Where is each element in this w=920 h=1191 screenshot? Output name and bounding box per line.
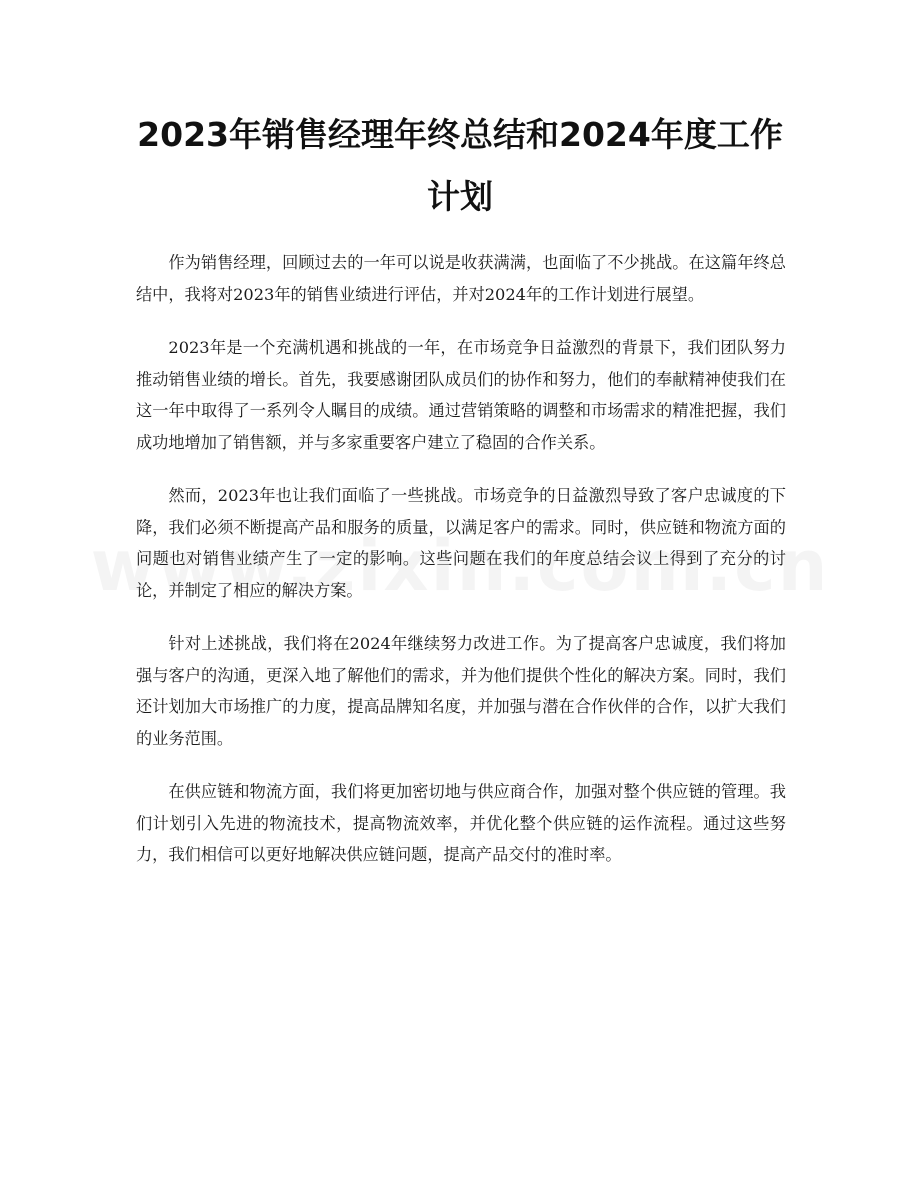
document-title: 2023年销售经理年终总结和2024年度工作计划 [137, 115, 783, 216]
paragraph-5: 在供应链和物流方面，我们将更加密切地与供应商合作，加强对整个供应链的管理。我们计划引入先进的物流技术，提高物流效率，并优化整个供应链的运作流程。通过这些努力，我们相信可以更好地解决供应链问题，提高产品交付的准时率。 [136, 782, 786, 864]
paragraph-3: 然而，2023年也让我们面临了一些挑战。市场竞争的日益激烈导致了客户忠诚度的下降，我们必须不断提高产品和服务的质量，以满足客户的需求。同时，供应链和物流方面的问题也对销售业绩产生了一定的影响。这些问题在我们的年度总结会议上得到了充分的讨论，并制定了相应的解决方案。 [136, 486, 786, 600]
document-body [136, 247, 786, 893]
paragraph-4: 针对上述挑战，我们将在2024年继续努力改进工作。为了提高客户忠诚度，我们将加强与客户的沟通，更深入地了解他们的需求，并为他们提供个性化的解决方案。同时，我们还计划加大市场推广的力度，提高品牌知名度，并加强与潜在合作伙伴的合作，以扩大我们的业务范围。 [136, 634, 786, 748]
paragraph-2: 2023年是一个充满机遇和挑战的一年，在市场竞争日益激烈的背景下，我们团队努力推动销售业绩的增长。首先，我要感谢团队成员们的协作和努力，他们的奉献精神使我们在这一年中取得了一系列令人瞩目的成绩。通过营销策略的调整和市场需求的精准把握，我们成功地增加了销售额，并与多家重要客户建立了稳固的合作关系。 [136, 338, 786, 452]
paragraph-1: 作为销售经理，回顾过去的一年可以说是收获满满，也面临了不少挑战。在这篇年终总结中，我将对2023年的销售业绩进行评估，并对2024年的工作计划进行展望。 [136, 253, 786, 304]
